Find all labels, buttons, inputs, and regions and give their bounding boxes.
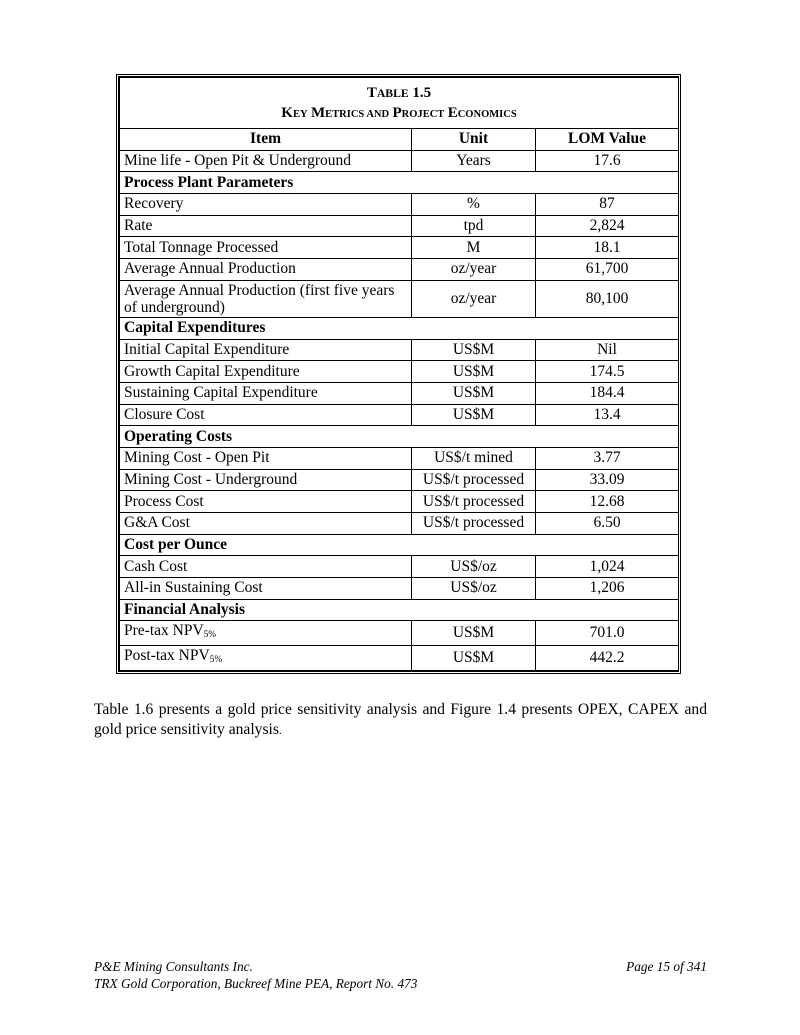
table-row bbox=[120, 578, 679, 600]
table-caption-row bbox=[120, 78, 679, 129]
value-cell: 87 bbox=[536, 194, 679, 216]
item-cell: Growth Capital Expenditure bbox=[120, 361, 412, 383]
unit-cell: Years bbox=[412, 150, 536, 172]
table-row bbox=[120, 237, 679, 259]
unit-cell: US$/t processed bbox=[412, 469, 536, 491]
table-caption bbox=[120, 78, 679, 129]
item-text: Pre-tax NPV bbox=[124, 622, 204, 640]
table-row bbox=[120, 339, 679, 361]
item-cell: All-in Sustaining Cost bbox=[120, 578, 412, 600]
item-cell bbox=[120, 621, 412, 646]
value-cell: 3.77 bbox=[536, 447, 679, 469]
section-row bbox=[120, 534, 679, 556]
value-cell: Nil bbox=[536, 339, 679, 361]
table-row bbox=[120, 491, 679, 513]
value-cell: 1,206 bbox=[536, 578, 679, 600]
unit-cell: US$M bbox=[412, 339, 536, 361]
table-row bbox=[120, 259, 679, 281]
section-row bbox=[120, 172, 679, 194]
table-row bbox=[120, 280, 679, 317]
item-cell: Total Tonnage Processed bbox=[120, 237, 412, 259]
unit-cell: US$/t processed bbox=[412, 491, 536, 513]
table-row bbox=[120, 556, 679, 578]
item-cell: G&A Cost bbox=[120, 513, 412, 535]
caption-line-1: TABLE 1.5 bbox=[366, 85, 432, 101]
item-cell: Initial Capital Expenditure bbox=[120, 339, 412, 361]
value-cell: 61,700 bbox=[536, 259, 679, 281]
table-row bbox=[120, 469, 679, 491]
section-title: Cost per Ounce bbox=[120, 534, 679, 556]
unit-cell: US$/oz bbox=[412, 578, 536, 600]
header-lom-value: LOM Value bbox=[536, 129, 679, 151]
value-cell: 174.5 bbox=[536, 361, 679, 383]
section-title: Process Plant Parameters bbox=[120, 172, 679, 194]
unit-cell: tpd bbox=[412, 215, 536, 237]
table-header-row bbox=[120, 129, 679, 151]
unit-cell: oz/year bbox=[412, 280, 536, 317]
unit-cell: % bbox=[412, 194, 536, 216]
table-row bbox=[120, 646, 679, 671]
table-row bbox=[120, 215, 679, 237]
unit-cell: M bbox=[412, 237, 536, 259]
table-row bbox=[120, 621, 679, 646]
section-row bbox=[120, 426, 679, 448]
item-line-2: of underground) bbox=[124, 298, 225, 316]
item-cell: Mine life - Open Pit & Underground bbox=[120, 150, 412, 172]
item-cell: Mining Cost - Underground bbox=[120, 469, 412, 491]
item-cell: Closure Cost bbox=[120, 404, 412, 426]
section-title: Financial Analysis bbox=[120, 599, 679, 621]
item-cell: Average Annual Production bbox=[120, 259, 412, 281]
value-cell: 18.1 bbox=[536, 237, 679, 259]
item-subscript: 5% bbox=[209, 655, 223, 666]
item-cell: Cash Cost bbox=[120, 556, 412, 578]
unit-cell: US$M bbox=[412, 382, 536, 404]
header-unit: Unit bbox=[412, 129, 536, 151]
unit-cell: US$/t processed bbox=[412, 513, 536, 535]
value-cell: 17.6 bbox=[536, 150, 679, 172]
item-line-1: Average Annual Production (first five years bbox=[124, 281, 395, 299]
section-title: Capital Expenditures bbox=[120, 317, 679, 339]
item-text: Post-tax NPV bbox=[124, 647, 210, 665]
section-row bbox=[120, 599, 679, 621]
table-row bbox=[120, 194, 679, 216]
section-title: Operating Costs bbox=[120, 426, 679, 448]
value-cell: 1,024 bbox=[536, 556, 679, 578]
caption-line-2: KEY METRICS AND PROJECT ECONOMICS bbox=[281, 105, 517, 121]
unit-cell: US$M bbox=[412, 404, 536, 426]
value-cell: 442.2 bbox=[536, 646, 679, 671]
header-item: Item bbox=[120, 129, 412, 151]
body-paragraph bbox=[94, 700, 707, 741]
unit-cell: US$/t mined bbox=[412, 447, 536, 469]
unit-cell: oz/year bbox=[412, 259, 536, 281]
footer-report: TRX Gold Corporation, Buckreef Mine PEA, Report No. 473 bbox=[94, 976, 418, 991]
item-cell: Process Cost bbox=[120, 491, 412, 513]
section-row bbox=[120, 317, 679, 339]
unit-cell: US$M bbox=[412, 621, 536, 646]
value-cell: 2,824 bbox=[536, 215, 679, 237]
item-subscript: 5% bbox=[203, 630, 217, 641]
unit-cell: US$M bbox=[412, 646, 536, 671]
value-cell: 184.4 bbox=[536, 382, 679, 404]
item-cell: Sustaining Capital Expenditure bbox=[120, 382, 412, 404]
value-cell: 13.4 bbox=[536, 404, 679, 426]
table-row bbox=[120, 150, 679, 172]
item-cell bbox=[120, 280, 412, 317]
footer-page-number: Page 15 of 341 bbox=[626, 959, 707, 974]
footer-company: P&E Mining Consultants Inc. bbox=[94, 959, 253, 974]
table-row bbox=[120, 447, 679, 469]
key-metrics-table bbox=[116, 74, 681, 674]
item-cell: Rate bbox=[120, 215, 412, 237]
unit-cell: US$/oz bbox=[412, 556, 536, 578]
value-cell: 6.50 bbox=[536, 513, 679, 535]
item-cell: Mining Cost - Open Pit bbox=[120, 447, 412, 469]
value-cell: 701.0 bbox=[536, 621, 679, 646]
item-cell bbox=[120, 646, 412, 671]
page-footer bbox=[94, 958, 707, 992]
paragraph-period: . bbox=[278, 724, 282, 737]
table-row bbox=[120, 404, 679, 426]
table-row bbox=[120, 382, 679, 404]
paragraph-text: Table 1.6 presents a gold price sensitivity analysis and Figure 1.4 presents OPEX, CAPEX and gold price sensitivity analysis bbox=[94, 700, 707, 738]
value-cell: 33.09 bbox=[536, 469, 679, 491]
item-cell: Recovery bbox=[120, 194, 412, 216]
table-row bbox=[120, 513, 679, 535]
value-cell: 12.68 bbox=[536, 491, 679, 513]
table-row bbox=[120, 361, 679, 383]
value-cell: 80,100 bbox=[536, 280, 679, 317]
unit-cell: US$M bbox=[412, 361, 536, 383]
